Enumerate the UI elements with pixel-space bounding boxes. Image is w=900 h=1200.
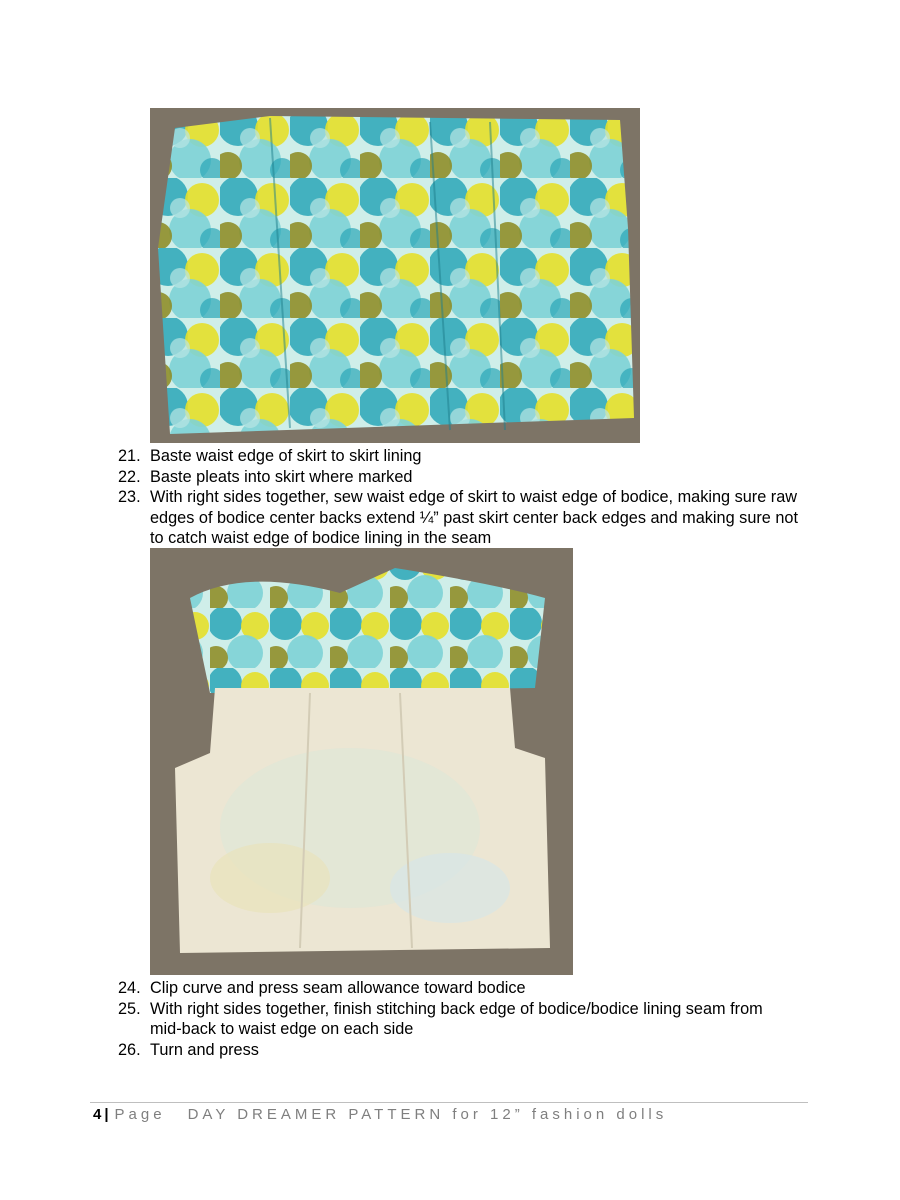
step-24 [118,978,798,999]
step-number: 22. [118,467,141,486]
step-text: Clip curve and press seam allowance toward bodice [150,979,526,997]
step-text: With right sides together, sew waist edge of skirt to waist edge of bodice, making sure raw edges of bodice center backs extend ¼” past skirt center back edges and making sure not to catch waist edge of bodice lining in the seam [150,488,799,547]
page-footer [93,1106,667,1123]
page-number: 4 [93,1106,102,1123]
step-22 [118,467,798,488]
step-21 [118,446,798,467]
step-text: Baste pleats into skirt where marked [150,467,413,486]
step-number: 24. [118,979,141,997]
footer-separator: | [104,1106,109,1123]
step-text: Turn and press [150,1040,259,1059]
step-number: 23. [118,488,141,506]
step-26 [118,1040,798,1061]
instruction-list-part2 [118,978,798,1060]
step-text: With right sides together, finish stitching back edge of bodice/bodice lining seam from mid-back to waist edge on each side [150,999,763,1038]
skirt-fabric-image [150,108,640,443]
step-25 [118,999,798,1040]
step-number: 26. [118,1040,141,1059]
step-text: Baste waist edge of skirt to skirt lining [150,447,422,465]
skirt-fabric-photo [150,108,640,443]
step-number: 21. [118,447,141,465]
page-label: Page [114,1106,166,1123]
step-number: 25. [118,999,141,1018]
bodice-skirt-image [150,548,573,975]
instruction-list-part1 [118,446,798,549]
document-title: DAY DREAMER PATTERN for 12” fashion dolls [187,1106,668,1123]
step-23 [118,487,798,549]
footer-divider [90,1102,808,1103]
bodice-skirt-photo [150,548,573,975]
